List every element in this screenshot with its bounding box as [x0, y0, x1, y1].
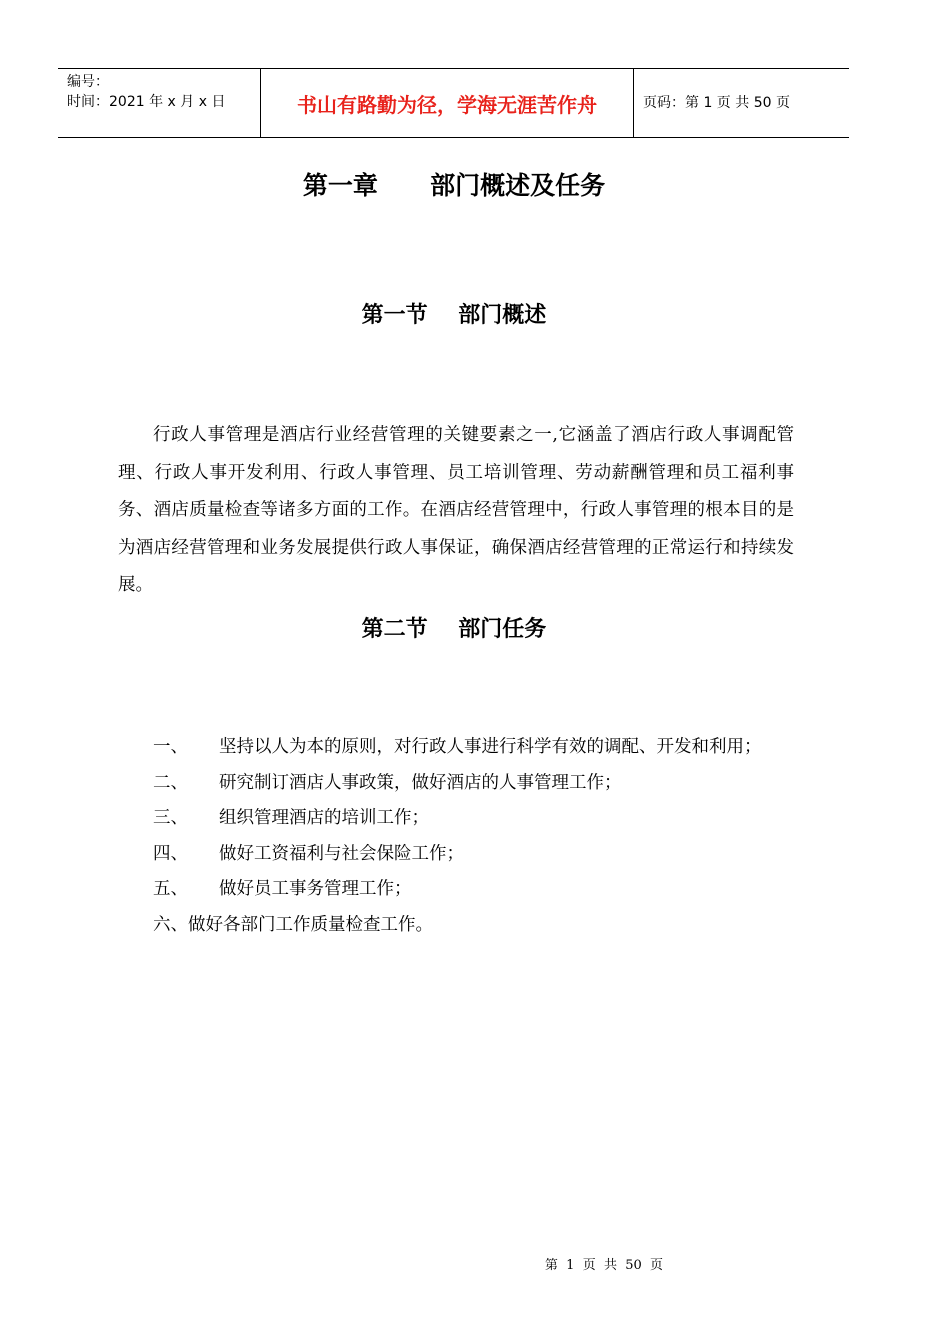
list-item-number: 五、 — [153, 879, 188, 899]
document-number-label: 编号： — [67, 74, 109, 90]
section-title-tasks: 第二节 部门任务 — [361, 617, 547, 642]
list-item-text: 研究制订酒店人事政策，做好酒店的人事管理工作； — [219, 772, 622, 793]
list-item — [153, 872, 803, 908]
list-item-text: 六、做好各部门工作质量检查工作。 — [153, 914, 433, 935]
section-title-overview: 第一节 部门概述 — [361, 303, 547, 328]
list-item — [153, 730, 803, 766]
list-item — [153, 801, 803, 837]
list-item — [153, 766, 803, 802]
list-item-text: 组织管理酒店的培训工作； — [219, 808, 429, 828]
chapter-title: 第一章 部门概述及任务 — [302, 171, 606, 200]
list-item — [153, 837, 803, 873]
overview-paragraph: 行政人事管理是酒店行业经营管理的关键要素之一,它涵盖了酒店行政人事调配管理、行政人事开发利用、行政人事管理、员工培训管理、劳动薪酬管理和员工福利事务、酒店质量检查等诸多方面的工作。在酒店经营管理中，行政人事管理的根本目的是为酒店经营管理和业务发展提供行政人事保证，确保酒店经营管理的正常运行和持续发展。 — [118, 425, 794, 596]
task-list — [153, 730, 803, 943]
header-divider — [633, 69, 634, 137]
header-meta — [67, 72, 225, 112]
document-date: 时间：2021 年 x 月 x 日 — [67, 94, 226, 110]
list-item-text: 坚持以人为本的原则，对行政人事进行科学有效的调配、开发和利用； — [219, 737, 762, 757]
list-item-number: 四、 — [153, 843, 188, 864]
list-item-text: 做好工资福利与社会保险工作； — [219, 843, 464, 864]
list-item-text: 做好员工事务管理工作； — [219, 879, 412, 899]
header-motto: 书山有路勤为径，学海无涯苦作舟 — [297, 93, 597, 117]
list-item-number: 一、 — [153, 737, 188, 757]
list-item — [153, 908, 803, 944]
list-item-number: 三、 — [153, 808, 188, 828]
page-footer: 第 1 页 共 50 页 — [544, 1258, 664, 1273]
page-header — [58, 68, 849, 138]
header-page-info: 页码：第 1 页 共 50 页 — [643, 95, 790, 111]
list-item-number: 二、 — [153, 772, 188, 793]
